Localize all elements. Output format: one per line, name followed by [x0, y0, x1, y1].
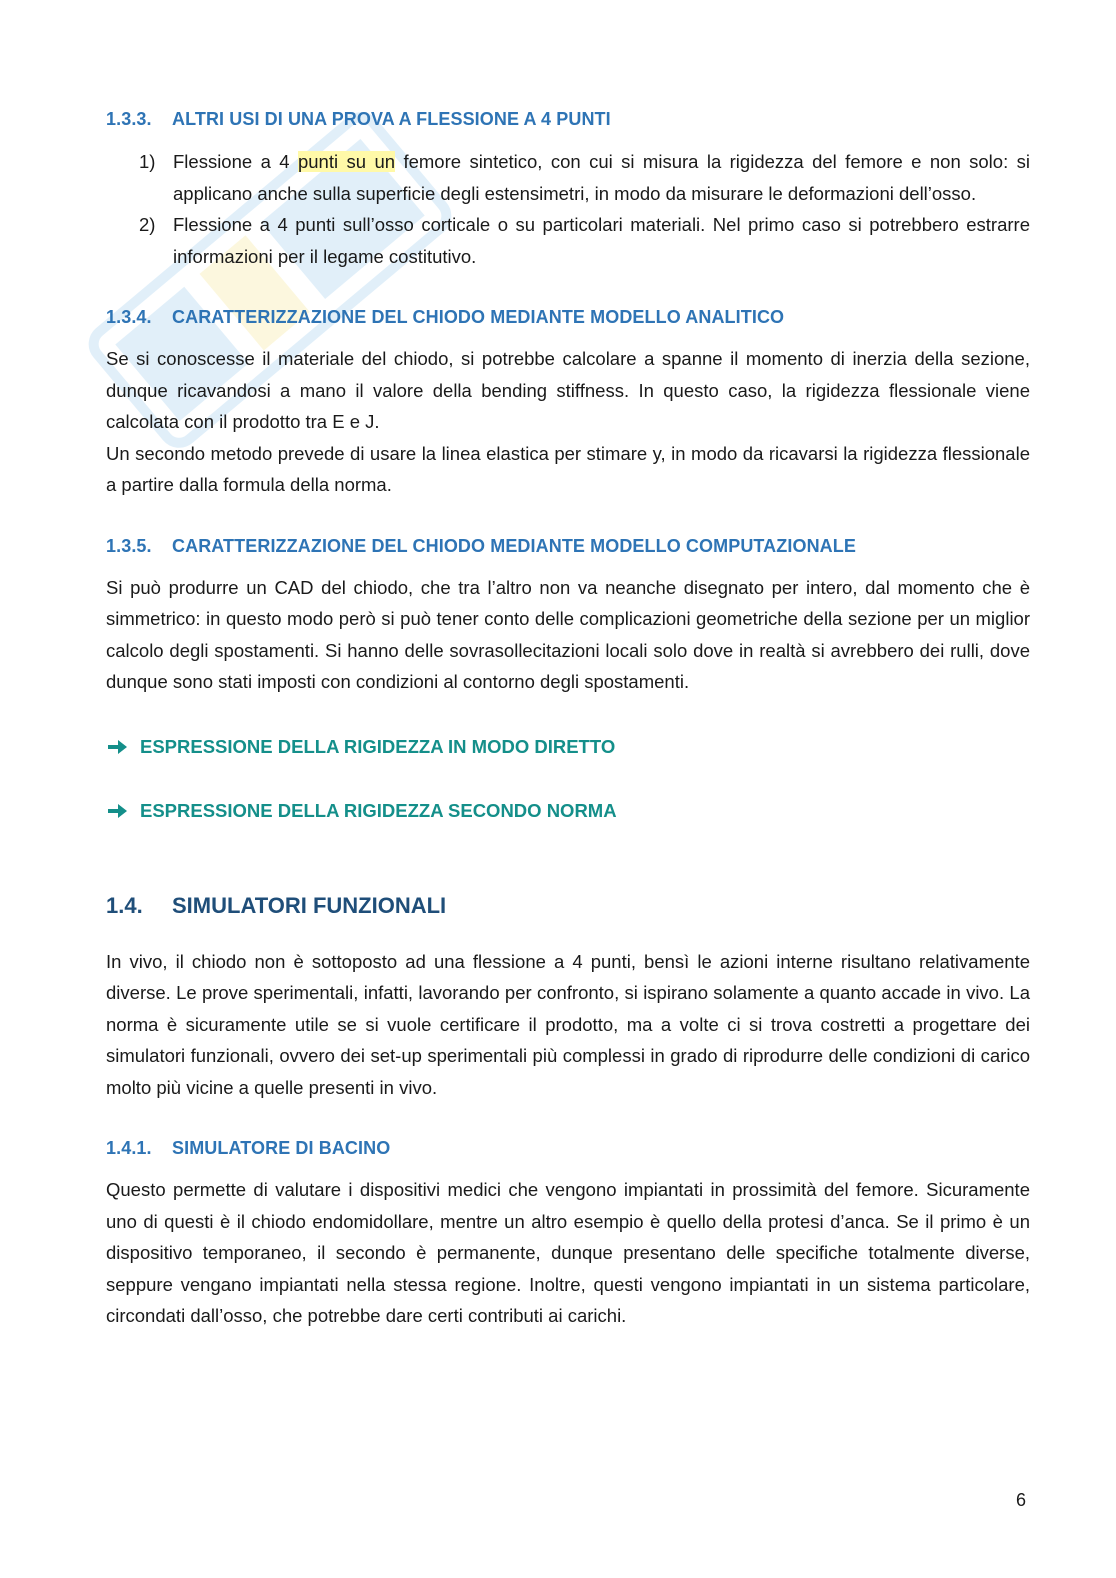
heading-1-3-3: 1.3.3. ALTRI USI DI UNA PROVA A FLESSIONE A 4 PUNTI: [106, 109, 611, 129]
arrow-item-direct: ESPRESSIONE DELLA RIGIDEZZA IN MODO DIRETTO: [106, 732, 1030, 762]
heading-1-4: 1.4. SIMULATORI FUNZIONALI: [106, 892, 447, 918]
paragraph: In vivo, il chiodo non è sottoposto ad una flessione a 4 punti, bensì le azioni interne risultano relativamente diverse. Le prove sperimentali, infatti, lavorando per confronto, si ispirano solamente a quanto accade in vivo. La norma è sicuramente utile se si vuole certificare il prodotto, ma a volte ci si trova costretti a progettare dei simulatori funzionali, ovvero dei set-up sperimentali più complessi in grado di riprodurre delle condizioni di carico molto più vicine a quelle presenti in vivo.: [106, 950, 1030, 1098]
list-item: 1) Flessione a 4 punti su un femore sintetico, con cui si misura la rigidezza del femore e non solo: si applicano anche sulla superficie degli estensimetri, in modo da misurare le deformazioni dell’osso.: [139, 151, 1030, 204]
arrow-item-norma: ESPRESSIONE DELLA RIGIDEZZA SECONDO NORMA: [106, 796, 1030, 826]
page-number: 6: [1016, 1490, 1027, 1510]
paragraph: Si può produrre un CAD del chiodo, che tra l’altro non va neanche disegnato per intero, dal momento che è simmetrico: in questo modo però si può tener conto delle complicazioni geometriche della sezione per un miglior calcolo degli spostamenti. Si hanno delle sovrasollecitazioni locali solo dove in realtà si avrebbero dei rulli, dove dunque sono stati imposti con condizioni al contorno degli spostamenti.: [106, 576, 1030, 692]
heading-1-3-4: 1.3.4. CARATTERIZZAZIONE DEL CHIODO MEDIANTE MODELLO ANALITICO: [106, 307, 785, 327]
document-page: [106, 104, 1030, 1332]
paragraph: Se si conoscesse il materiale del chiodo, si potrebbe calcolare a spanne il momento di inerzia della sezione, dunque ricavandosi a mano il valore della bending stiffness. In questo caso, la rigidezza flessionale viene calcolata con il prodotto tra E e J.: [106, 348, 1030, 432]
right-arrow-icon: [106, 738, 128, 756]
list-item: 2) Flessione a 4 punti sull’osso corticale o su particolari materiali. Nel primo caso si potrebbero estrarre informazioni per il legame costitutivo.: [139, 214, 1030, 267]
highlighted-text: punti su un: [297, 151, 396, 172]
heading-1-4-1: 1.4.1. SIMULATORE DI BACINO: [106, 1138, 391, 1158]
right-arrow-icon: [106, 802, 128, 820]
numbered-list: [106, 146, 1030, 272]
paragraph: Questo permette di valutare i dispositivi medici che vengono impiantati in prossimità del femore. Sicuramente uno di questi è il chiodo endomidollare, mentre un altro esempio è quello della protesi d’anca. Se il primo è un dispositivo temporaneo, il secondo è permanente, dunque presentano delle specifiche totalmente diverse, seppure vengano impiantati nella stessa regione. Inoltre, questi vengono impiantati in un sistema particolare, circondati dall’osso, che potrebbe dare certi contributi ai carichi.: [106, 1179, 1030, 1326]
heading-1-3-5: 1.3.5. CARATTERIZZAZIONE DEL CHIODO MEDIANTE MODELLO COMPUTAZIONALE: [106, 535, 856, 556]
paragraph: Un secondo metodo prevede di usare la linea elastica per stimare y, in modo da ricavarsi la rigidezza flessionale a partire dalla formula della norma.: [106, 442, 1030, 495]
